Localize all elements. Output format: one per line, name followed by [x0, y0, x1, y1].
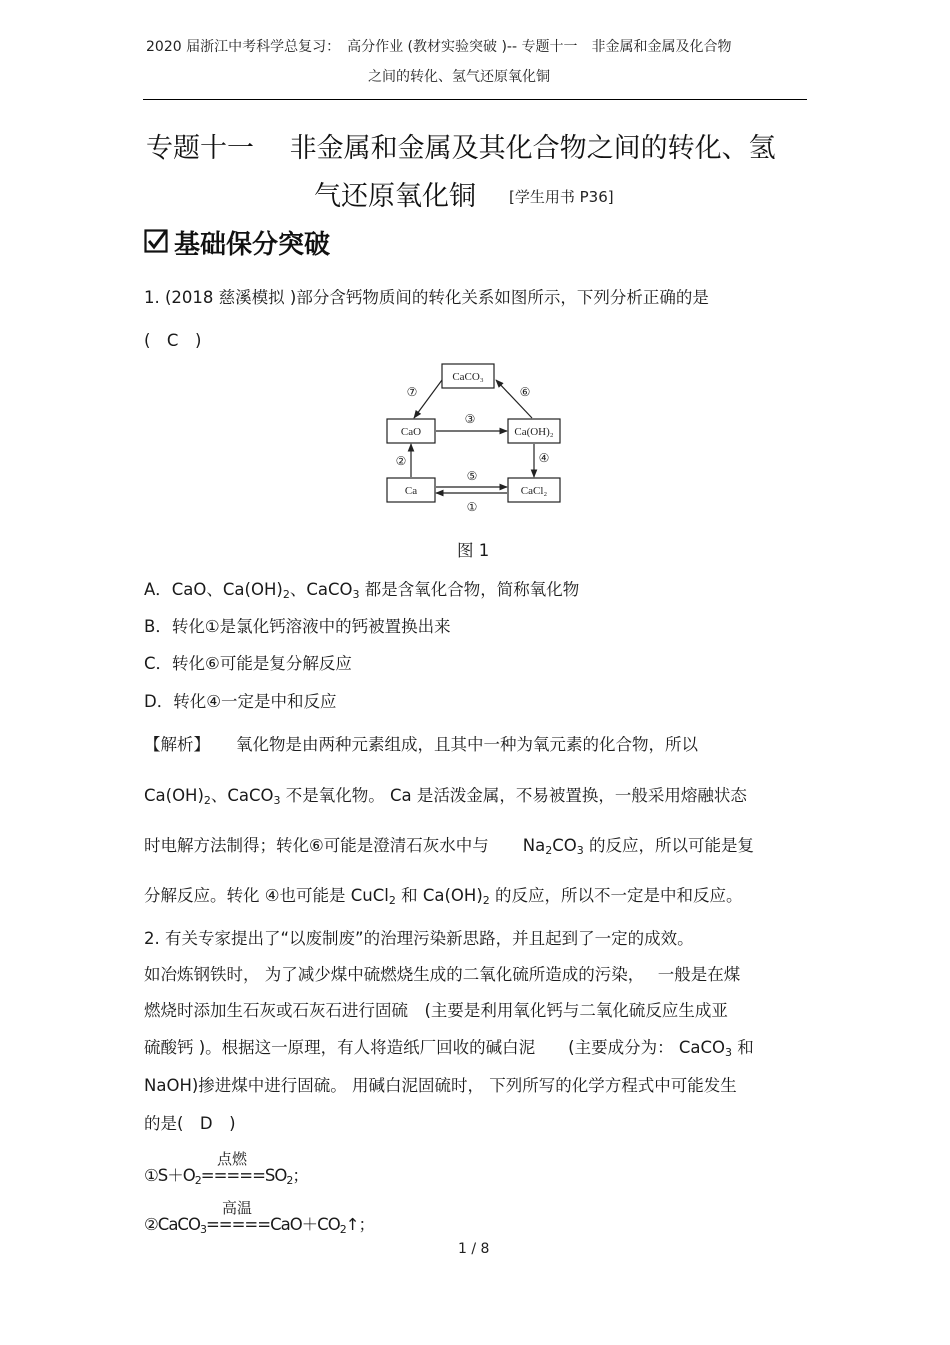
analysis-line-1: 氧化物是由两种元素组成，且其中一种为氧元素的化合物，所以: [236, 735, 698, 754]
option-d: D．转化④一定是中和反应: [144, 692, 337, 711]
running-header-line2: 之间的转化、氢气还原氧化铜: [368, 69, 550, 85]
analysis-line-3: 时电解方法制得；转化⑥可能是澄清石灰水中与 Na2CO3 的反应，所以可能是复: [144, 836, 755, 857]
arrow-1-label: ①: [466, 500, 478, 514]
node-cacl2-label: CaCl₂: [520, 485, 548, 497]
question-1-stem: 1. (2018 慈溪模拟 )部分含钙物质间的转化关系如图所示，下列分析正确的是: [144, 288, 709, 307]
node-caoh2-label: Ca(OH)₂: [514, 426, 554, 438]
arrow-4-label: ④: [538, 451, 550, 465]
analysis-line-2: Ca(OH)2、CaCO3 不是氧化物。 Ca 是活泼金属，不易被置换，一般采用熔融状态: [144, 786, 747, 807]
question-2-line-4: 硫酸钙 )。根据这一原理，有人将造纸厂回收的碱白泥 (主要成分为： CaCO3 和: [144, 1038, 754, 1059]
node-ca-label: Ca: [404, 485, 418, 497]
question-2-line-2: 如冶炼钢铁时， 为了减少煤中硫燃烧生成的二氧化硫所造成的污染， 一般是在煤: [144, 965, 741, 984]
option-a: A．CaO、Ca(OH)2、CaCO3 都是含氧化合物，简称氧化物: [144, 580, 580, 601]
checkbox-checked-icon: [144, 229, 168, 253]
arrow-3-label: ③: [464, 412, 476, 426]
option-c: C．转化⑥可能是复分解反应: [144, 654, 352, 673]
analysis-line-4: 分解反应。转化 ④也可能是 CuCl2 和 Ca(OH)2 的反应，所以不一定是中和反应。: [144, 886, 743, 907]
arrow-5-label: ⑤: [466, 469, 478, 483]
calcium-conversion-diagram: [380, 358, 570, 518]
node-cao-label: CaO: [400, 426, 422, 438]
node-caco3-label: CaCO₃: [452, 371, 484, 383]
equation-1-condition: 点燃: [217, 1150, 248, 1168]
arrow-6-label: ⑥: [519, 385, 531, 399]
option-b: B．转化①是氯化钙溶液中的钙被置换出来: [144, 617, 451, 636]
equation-2-condition: 高温: [222, 1199, 253, 1217]
running-header-line1: 2020 届浙江中考科学总复习： 高分作业 (教材实验突破 )-- 专题十一 非金属和金属及化合物: [146, 39, 732, 55]
question-1-answer: ( C ): [144, 331, 202, 350]
section-heading: 基础保分突破: [174, 230, 331, 260]
arrow-2-label: ②: [395, 454, 407, 468]
student-book-reference: [学生用书 P36]: [509, 188, 614, 206]
analysis-label: 【解析】: [144, 735, 210, 754]
arrow-7-label: ⑦: [406, 385, 418, 399]
page-title-line1: 专题十一 非金属和金属及其化合物之间的转化、氢: [146, 133, 776, 164]
page-number: 1 / 8: [458, 1241, 490, 1257]
page-title-line2: 气还原氧化铜: [314, 181, 476, 212]
equation-2: ②CaCO3=====CaO＋CO2↑；: [144, 1215, 375, 1236]
question-2-answer: 的是( D ): [144, 1114, 236, 1133]
question-2-line-3: 燃烧时添加生石灰或石灰石进行固硫 (主要是利用氧化钙与二氧化硫反应生成亚: [144, 1001, 728, 1020]
figure-caption: 图 1: [457, 541, 490, 560]
question-2-line-5: NaOH)掺进煤中进行固硫。 用碱白泥固硫时， 下列所写的化学方程式中可能发生: [144, 1076, 737, 1095]
question-2-line-1: 2. 有关专家提出了“以废制废”的治理污染新思路，并且起到了一定的成效。: [144, 929, 694, 948]
header-rule: [143, 99, 807, 100]
equation-1: ①S＋O2=====SO2；: [144, 1166, 308, 1187]
arrow-7: [414, 380, 442, 418]
